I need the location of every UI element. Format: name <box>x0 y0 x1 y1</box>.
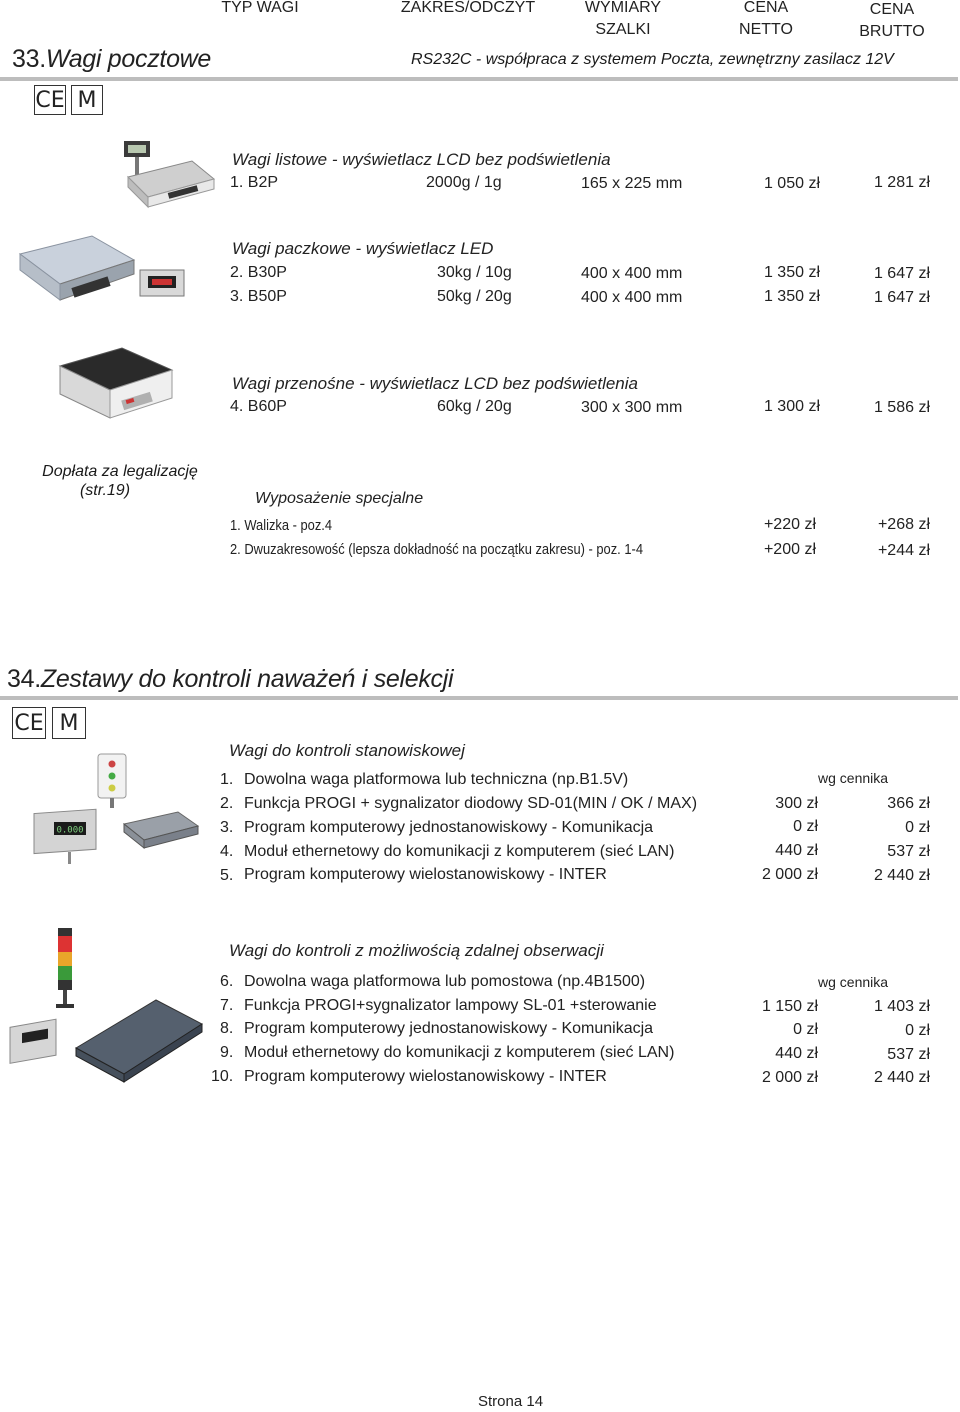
m-mark-34-text: M <box>59 710 79 736</box>
legal-note-line1: Dopłata za legalizację <box>42 463 198 480</box>
s34-row10-net: 2 000 zł <box>761 1069 818 1086</box>
section33-number: 33. <box>12 45 46 73</box>
section34-number: 34. <box>7 665 41 693</box>
m-mark-text: M <box>77 87 97 113</box>
header-col-gross <box>842 0 942 43</box>
s34-row4-num: 4. <box>220 843 234 860</box>
s34-row10-num: 10. <box>211 1068 234 1085</box>
header-col-dims <box>563 0 683 41</box>
section34-rule <box>0 696 958 700</box>
special-row1-label: 1. Walizka - poz.4 <box>230 517 333 534</box>
row-b50p-dims: 400 x 400 mm <box>581 289 683 306</box>
s34-row2-net: 300 zł <box>775 795 818 812</box>
s34-row6-label: Dowolna waga platformowa lub pomostowa (np.4B1500) <box>244 973 646 990</box>
s34-row1-num: 1. <box>220 771 234 788</box>
s34-row6-price-note: wg cennika <box>818 974 889 990</box>
row-b30p-net: 1 350 zł <box>763 264 820 281</box>
s34-row10-gross: 2 440 zł <box>873 1069 930 1086</box>
ce-mark <box>34 85 66 115</box>
section34-group1-title: Wagi do kontroli stanowiskowej <box>229 741 465 760</box>
s34-row8-label: Program komputerowy jednostanowiskowy - Komunikacja <box>244 1020 654 1037</box>
row-b60p-net: 1 300 zł <box>763 398 820 415</box>
section33-group2-title: Wagi paczkowe - wyświetlacz LED <box>232 239 494 258</box>
header-col-net <box>716 0 816 41</box>
header-col-gross-line2: BRUTTO <box>859 23 925 40</box>
s34-row1-price-note: wg cennika <box>818 770 889 786</box>
section33-title <box>12 45 211 74</box>
s34-row2-label: Funkcja PROGI + sygnalizator diodowy SD-01(MIN / OK / MAX) <box>244 795 698 812</box>
section34-title <box>7 665 453 694</box>
row-b50p-range: 50kg / 20g <box>437 288 512 305</box>
ce-mark-text: CE <box>35 87 65 113</box>
s34-row9-gross: 537 zł <box>887 1046 930 1063</box>
row-b60p-range: 60kg / 20g <box>437 398 512 415</box>
s34-row9-num: 9. <box>220 1044 234 1061</box>
header-col-dims-line2: SZALKI <box>595 21 651 38</box>
row-b2p-net: 1 050 zł <box>763 175 820 192</box>
row-b2p-gross: 1 281 zł <box>873 174 930 191</box>
row-b2p-dims: 165 x 225 mm <box>581 175 683 192</box>
special-title: Wyposażenie specjalne <box>255 490 424 507</box>
s34-row8-net: 0 zł <box>793 1021 818 1038</box>
s34-row5-net: 2 000 zł <box>761 866 818 883</box>
letter-scale-image <box>118 137 218 209</box>
portable-scale-image <box>56 344 176 430</box>
s34-row3-gross: 0 zł <box>905 819 930 836</box>
row-b50p-type: 3. B50P <box>230 288 287 305</box>
s34-row2-num: 2. <box>220 795 234 812</box>
row-b50p-gross: 1 647 zł <box>873 289 930 306</box>
section33-group1-title: Wagi listowe - wyświetlacz LCD bez podświetlenia <box>232 150 611 169</box>
s34-row4-net: 440 zł <box>775 842 818 859</box>
row-b30p-gross: 1 647 zł <box>873 265 930 282</box>
parcel-scale-image <box>16 226 186 316</box>
s34-row9-label: Moduł ethernetowy do komunikacji z komputerem (sieć LAN) <box>244 1044 675 1061</box>
legal-note <box>40 462 200 500</box>
page-number: Strona 14 <box>478 1393 544 1410</box>
s34-row1-label: Dowolna waga platformowa lub techniczna (np.B1.5V) <box>244 771 629 788</box>
s34-row4-label: Moduł ethernetowy do komunikacji z komputerem (sieć LAN) <box>244 843 675 860</box>
m-mark-34 <box>52 707 86 739</box>
ce-mark-34-text: CE <box>14 710 44 736</box>
s34-row5-gross: 2 440 zł <box>873 867 930 884</box>
s34-row9-net: 440 zł <box>775 1045 818 1062</box>
header-col-net-line2: NETTO <box>739 21 793 38</box>
section33-note: RS232C - współpraca z systemem Poczta, zewnętrzny zasilacz 12V <box>411 51 894 68</box>
special-row1-gross: +268 zł <box>877 516 930 533</box>
row-b30p-type: 2. B30P <box>230 264 287 281</box>
section33-rule <box>0 77 958 81</box>
s34-row3-label: Program komputerowy jednostanowiskowy - Komunikacja <box>244 819 654 836</box>
s34-row7-gross: 1 403 zł <box>873 998 930 1015</box>
s34-row5-label: Program komputerowy wielostanowiskowy - INTER <box>244 866 607 883</box>
display-readout: 0.000 <box>56 825 84 836</box>
row-b2p-type: 1. B2P <box>230 174 279 191</box>
s34-row7-num: 7. <box>220 997 234 1014</box>
s34-row5-num: 5. <box>220 867 234 884</box>
header-col-gross-line1: CENA <box>869 1 915 18</box>
row-b60p-type: 4. B60P <box>230 398 287 415</box>
ce-mark-34 <box>12 707 46 739</box>
s34-row3-num: 3. <box>220 819 234 836</box>
row-b60p-gross: 1 586 zł <box>873 399 930 416</box>
legal-note-line2: (str.19) <box>79 482 131 499</box>
s34-row6-num: 6. <box>220 973 234 990</box>
special-row1-net: +220 zł <box>763 516 816 533</box>
s34-row4-gross: 537 zł <box>887 843 930 860</box>
s34-row2-gross: 366 zł <box>887 795 930 812</box>
s34-row7-label: Funkcja PROGI+sygnalizator lampowy SL-01 +sterowanie <box>244 997 657 1014</box>
row-b30p-range: 30kg / 10g <box>437 264 512 281</box>
header-col-dims-line1: WYMIARY <box>584 0 662 16</box>
section33-group3-title: Wagi przenośne - wyświetlacz LCD bez podświetlenia <box>232 374 638 393</box>
row-b60p-dims: 300 x 300 mm <box>581 399 683 416</box>
row-b30p-dims: 400 x 400 mm <box>581 265 683 282</box>
header-col-range: ZAKRES/ODCZYT <box>400 0 536 16</box>
s34-row8-gross: 0 zł <box>905 1022 930 1039</box>
section33-title-text: Wagi pocztowe <box>45 45 212 73</box>
row-b2p-range: 2000g / 1g <box>426 174 502 191</box>
s34-row8-num: 8. <box>220 1020 234 1037</box>
m-mark <box>71 85 103 115</box>
section34-title-text: Zestawy do kontroli naważeń i selekcji <box>40 665 454 693</box>
remote-control-image <box>6 928 206 1088</box>
s34-row10-label: Program komputerowy wielostanowiskowy - INTER <box>244 1068 607 1085</box>
special-row2-net: +200 zł <box>763 541 816 558</box>
station-control-image <box>28 752 208 872</box>
s34-row3-net: 0 zł <box>793 818 818 835</box>
header-col-type: TYP WAGI <box>221 0 299 16</box>
section34-group2-title: Wagi do kontroli z możliwością zdalnej obserwacji <box>229 941 604 960</box>
s34-row7-net: 1 150 zł <box>761 998 818 1015</box>
header-col-net-line1: CENA <box>743 0 789 16</box>
row-b50p-net: 1 350 zł <box>763 288 820 305</box>
special-row2-label: 2. Dwuzakresowość (lepsza dokładność na początku zakresu) - poz. 1-4 <box>230 541 644 558</box>
special-row2-gross: +244 zł <box>877 542 930 559</box>
